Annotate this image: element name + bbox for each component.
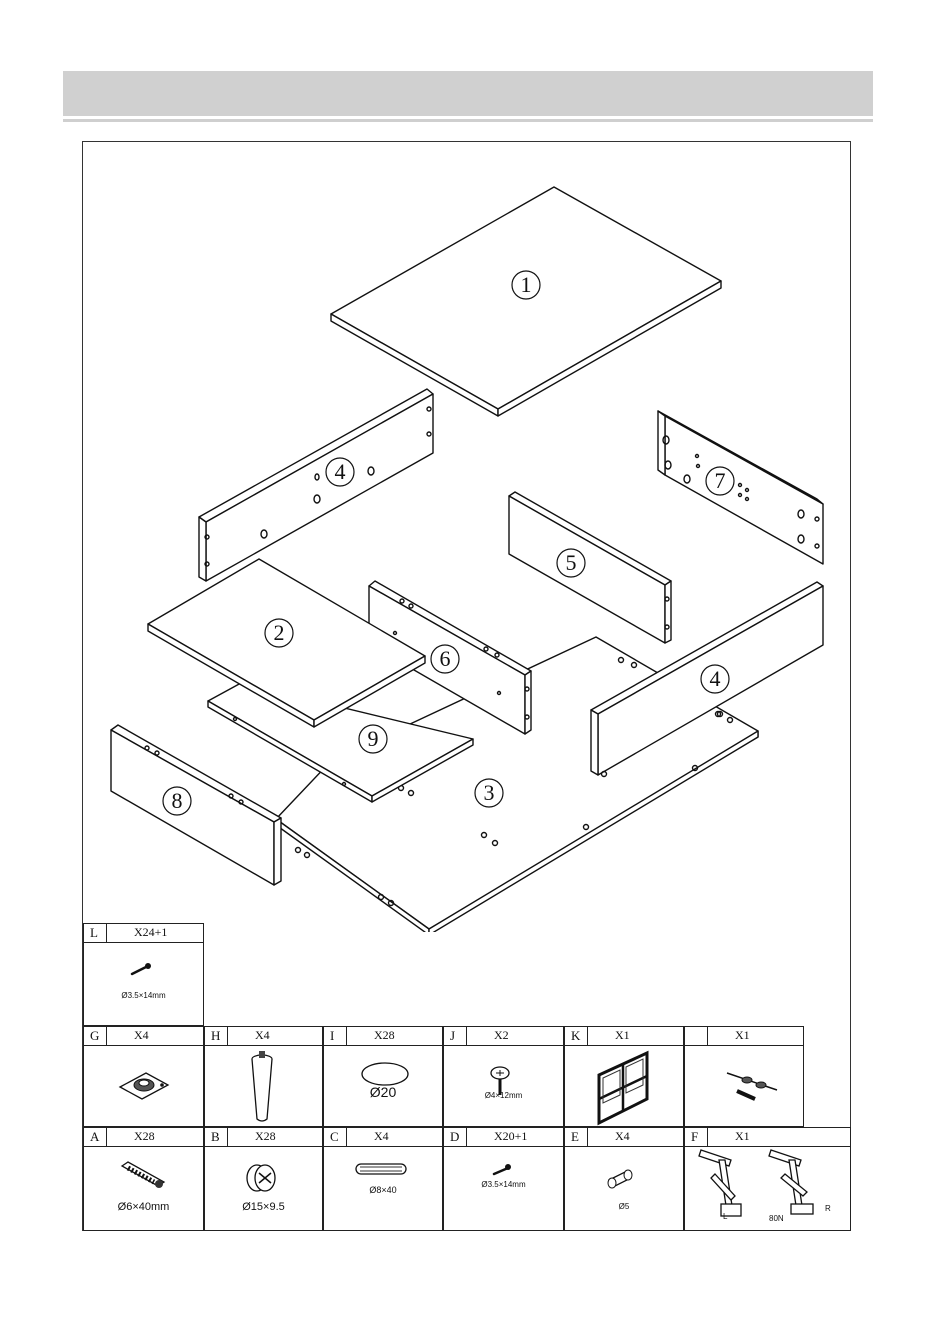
hardware-letter-B: B [211,1129,220,1144]
panel-7 [658,411,823,564]
hardware-count-G: X4 [134,1028,149,1042]
part-label-7: 7 [714,468,726,493]
hardware-count-D: X20+1 [494,1129,528,1143]
hardware-cell-L [83,923,204,1026]
assembly-frame [82,141,851,1231]
hardware-mark-F-left: L [723,1212,728,1221]
hardware-count-E: X4 [615,1129,630,1143]
part-label-3: 3 [483,780,495,805]
hardware-spec-A: Ø6×40mm [117,1201,170,1213]
header-rule [63,119,873,122]
lift-mechanism-icon [685,1146,850,1230]
part-label-2: 2 [273,620,285,645]
panel-8 [111,725,281,885]
hardware-cell-H [204,1026,323,1127]
leg-icon [205,1045,322,1126]
part-label-8: 8 [171,788,183,813]
hardware-count-L: X24+1 [134,925,168,939]
hardware-letter-J: J [450,1028,456,1043]
part-label-9: 9 [367,726,379,751]
hardware-cell-G [83,1026,204,1127]
hardware-cell-K [564,1026,684,1127]
cam-lock-icon [205,1146,322,1230]
part-label-5: 5 [565,550,577,575]
hardware-cell-M [684,1026,804,1127]
hardware-spec-J: Ø4×12mm [484,1091,523,1100]
screw-L-icon [84,942,203,1025]
hardware-count-K: X1 [615,1028,630,1042]
hardware-letter-G: G [90,1028,100,1043]
hardware-letter-E: E [571,1129,579,1144]
hardware-spec-I: Ø20 [369,1084,397,1100]
part-label-1: 1 [520,272,532,297]
mesh-panel-icon [565,1045,683,1126]
hardware-count-B: X28 [255,1129,276,1143]
hardware-count-F: X1 [735,1129,750,1143]
header-bar [63,71,873,116]
hardware-letter-C: C [330,1129,339,1144]
exploded-diagram [83,142,850,932]
lift-bracket-icon [84,1045,203,1126]
hardware-spec-D: Ø3.5×14mm [481,1180,526,1189]
hardware-count-J: X2 [494,1028,509,1042]
hardware-count-I: X28 [374,1028,395,1042]
hardware-cell-J [443,1026,564,1127]
part-label-6: 6 [439,646,451,671]
hardware-count-M: X1 [735,1028,750,1042]
panel-1 [331,187,721,416]
panel-2 [148,559,425,727]
part-label-4b: 4 [709,666,721,691]
hardware-letter-A: A [90,1129,100,1144]
screw-J-icon [444,1045,563,1126]
hardware-cell-E [564,1127,684,1231]
hardware-cell-B [204,1127,323,1231]
cam-bolt-icon [84,1146,203,1230]
hardware-spec-B: Ø15×9.5 [242,1201,285,1213]
hardware-letter-H: H [211,1028,221,1043]
hardware-letter-K: K [571,1028,581,1043]
hardware-count-C: X4 [374,1129,389,1143]
hardware-spec-L: Ø3.5×14mm [121,991,166,1000]
hardware-count-A: X28 [134,1129,155,1143]
part-label-4a: 4 [334,459,346,484]
shelf-pin-icon [565,1146,683,1230]
hardware-spec-C: Ø8×40 [369,1185,397,1195]
hardware-spec-E: Ø5 [618,1202,630,1211]
panel-5 [509,492,671,643]
tool-kit-icon [685,1045,803,1126]
hardware-letter-D: D [450,1129,460,1144]
hardware-cell-F [684,1127,851,1231]
hardware-cell-A [83,1127,204,1231]
hardware-cell-D [443,1127,564,1231]
panel-4-left [199,389,433,581]
hardware-letter-L: L [90,925,98,940]
hardware-cell-C [323,1127,443,1231]
hardware-mark-F-right: R [825,1204,831,1213]
hardware-letter-F: F [691,1129,699,1144]
hardware-spec-F: 80N [769,1214,784,1223]
hardware-cell-I [323,1026,443,1127]
hardware-count-H: X4 [255,1028,270,1042]
hardware-letter-I: I [330,1028,335,1043]
